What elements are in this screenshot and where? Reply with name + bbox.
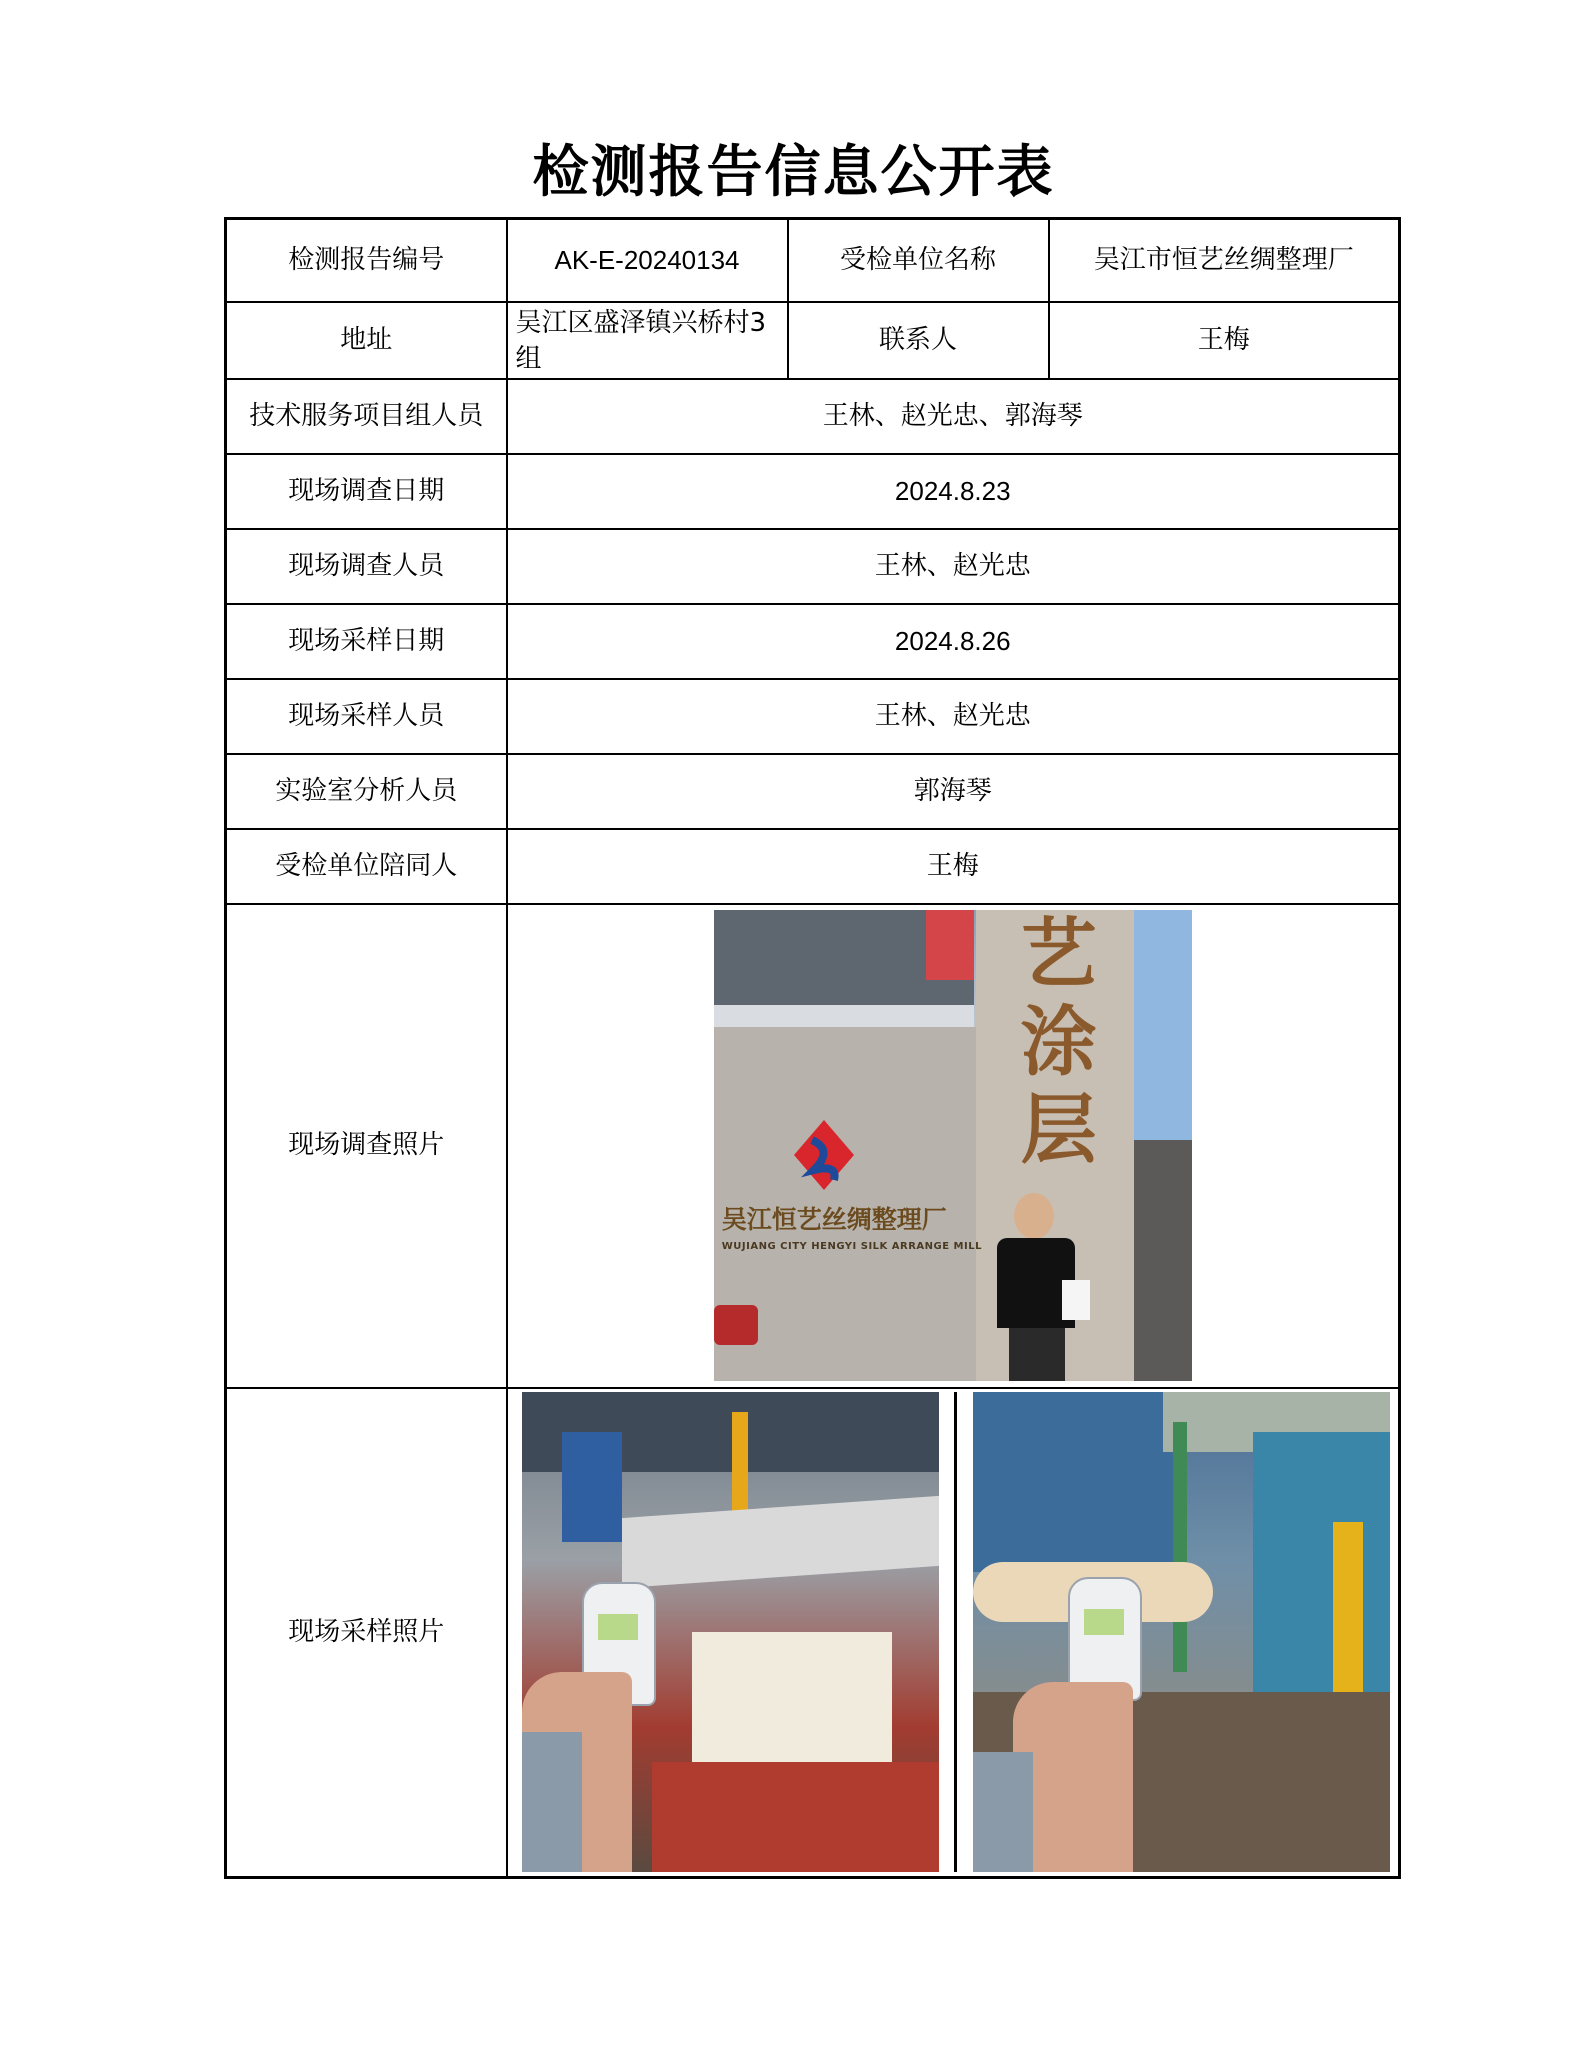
company-logo-icon [794, 1120, 854, 1190]
table-row [226, 904, 1400, 1388]
lab-label: 实验室分析人员 [226, 754, 507, 829]
flag [926, 910, 974, 980]
machine-side [1253, 1432, 1390, 1732]
sample-photo-label: 现场采样照片 [226, 1388, 507, 1878]
table-row [226, 604, 1400, 679]
sample-photo-1 [522, 1392, 939, 1872]
company-sign-en: WUJIANG CITY HENGYI SILK ARRANGE MILL [721, 1241, 982, 1252]
pillar-char: 艺 [1020, 910, 1097, 998]
person-head [1014, 1193, 1054, 1239]
escort-value: 王梅 [507, 829, 1400, 904]
table-row [226, 679, 1400, 754]
address-value: 吴江区盛泽镇兴桥村3组 [507, 302, 788, 379]
unit-value: 吴江市恒艺丝绸整理厂 [1049, 219, 1400, 302]
table-row [226, 379, 1400, 454]
team-label: 技术服务项目组人员 [226, 379, 507, 454]
survey-photo-cell [507, 904, 1400, 1388]
sample-photo-2 [973, 1392, 1390, 1872]
report-no-label: 检测报告编号 [226, 219, 507, 302]
unit-label: 受检单位名称 [788, 219, 1049, 302]
green-frame [1173, 1422, 1187, 1672]
sample-photo-cell [507, 1388, 1400, 1878]
table-row [226, 454, 1400, 529]
fabric-roll [973, 1392, 1173, 1572]
survey-date-label: 现场调查日期 [226, 454, 507, 529]
table-row [226, 302, 1400, 379]
canopy-edge [714, 1005, 974, 1027]
sleeve [522, 1732, 582, 1872]
survey-photo [714, 910, 1192, 1381]
survey-photo-label: 现场调查照片 [226, 904, 507, 1388]
yellow-pole [732, 1412, 748, 1522]
person-legs [1009, 1328, 1065, 1381]
lab-value: 郭海琴 [507, 754, 1400, 829]
contact-label: 联系人 [788, 302, 1049, 379]
sample-date-label: 现场采样日期 [226, 604, 507, 679]
pillar-sign [989, 910, 1129, 1174]
photo-divider [954, 1392, 957, 1872]
sample-staff-value: 王林、赵光忠 [507, 679, 1400, 754]
report-table [224, 217, 1401, 1879]
company-sign-cn: 吴江恒艺丝绸整理厂 [721, 1205, 947, 1234]
machine-bed [622, 1496, 939, 1588]
sample-date-value: 2024.8.26 [507, 604, 1400, 679]
gate [1134, 1140, 1192, 1381]
table-row [226, 529, 1400, 604]
team-value: 王林、赵光忠、郭海琴 [507, 379, 1400, 454]
escort-label: 受检单位陪同人 [226, 829, 507, 904]
survey-date-value: 2024.8.23 [507, 454, 1400, 529]
page-title: 检测报告信息公开表 [532, 140, 1055, 205]
sample-photos [508, 1392, 1399, 1872]
table-row [226, 1388, 1400, 1878]
address-label: 地址 [226, 302, 507, 379]
sleeve [973, 1752, 1033, 1872]
sky [1134, 910, 1192, 1140]
contact-value: 王梅 [1049, 302, 1400, 379]
survey-staff-label: 现场调查人员 [226, 529, 507, 604]
machine-blue [562, 1432, 622, 1542]
table-row [226, 829, 1400, 904]
pillar-char: 层 [1020, 1085, 1097, 1174]
report-no-value: AK-E-20240134 [507, 219, 788, 302]
red-cabinet [652, 1762, 939, 1872]
survey-staff-value: 王林、赵光忠 [507, 529, 1400, 604]
scooter-box [714, 1305, 758, 1345]
sample-staff-label: 现场采样人员 [226, 679, 507, 754]
table-row [226, 219, 1400, 302]
table-row [226, 754, 1400, 829]
pillar-char: 涂 [1020, 997, 1097, 1086]
clipboard [1062, 1280, 1090, 1320]
